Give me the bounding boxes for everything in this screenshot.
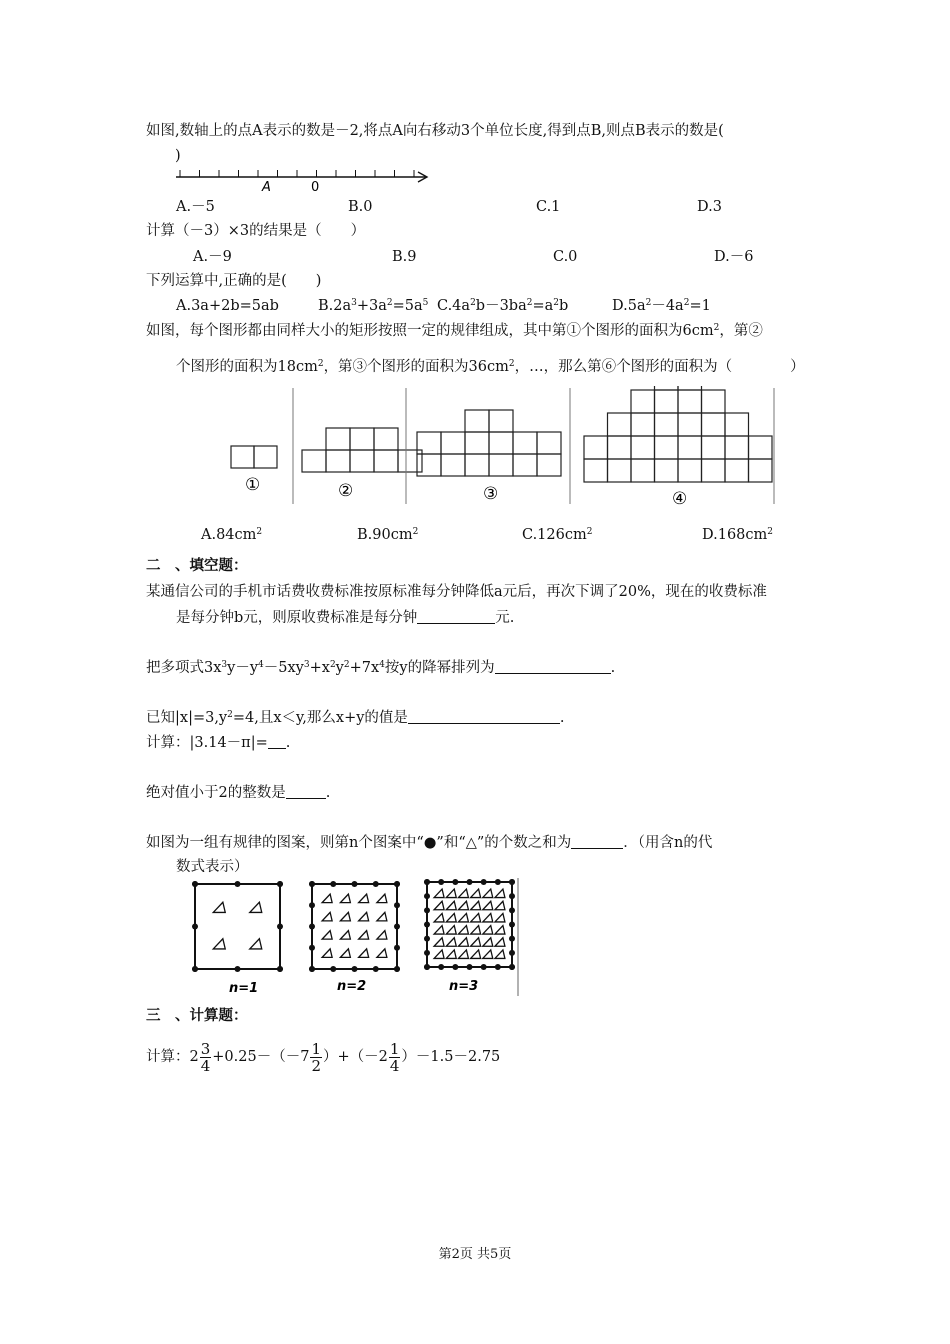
pattern-4-cell [725, 459, 749, 482]
triangle-icon [458, 889, 468, 898]
q1-option-b: B.0 [348, 199, 373, 215]
pattern-4-cell [678, 386, 702, 390]
q4-option-d: $D.168cm^2$ [702, 527, 773, 543]
dot-icon [394, 881, 400, 887]
section-2-title: 二 、填空题： [146, 558, 248, 574]
triangle-icon [213, 939, 225, 949]
figure-label-4: ④ [672, 489, 688, 508]
pattern-3-cell [465, 454, 489, 476]
question-2-text: 计算（－3）×3的结果是（ ） [146, 223, 366, 239]
dot-icon [277, 881, 283, 887]
q4-option-a: $A.84cm^2$ [201, 527, 263, 543]
fill-6-line-1: 如图为一组有规律的图案，则第n个图案中“●”和“△”的个数之和为 ．（用含n的代 [146, 835, 713, 851]
dot-icon [452, 964, 458, 970]
fill-6-line-2: 数式表示） [176, 859, 249, 875]
dot-icon [481, 879, 487, 885]
dot-icon [192, 924, 198, 930]
pattern-4-cell [655, 436, 679, 459]
triangle-icon [483, 901, 493, 910]
triangle-icon [495, 950, 505, 959]
triangle-icon [446, 950, 456, 959]
triangle-icon [434, 938, 444, 947]
triangle-icon [434, 913, 444, 922]
fill-4-blank[interactable] [268, 734, 286, 749]
dot-icon [509, 879, 515, 885]
figure-label-1: ① [245, 475, 261, 495]
dot-icon [424, 950, 430, 956]
triangle-icon [458, 938, 468, 947]
pattern-3-cell [513, 432, 537, 454]
triangle-icon [471, 938, 481, 947]
triangle-icon [434, 901, 444, 910]
dot-icon [192, 881, 198, 887]
triangle-icon [434, 950, 444, 959]
pattern-4-cell [584, 436, 608, 459]
fill-1-line-1: 某通信公司的手机市话费收费标准按原标准每分钟降低a元后，再次下调了20%，现在的收费标准 [146, 584, 767, 600]
figure-label-2: ② [338, 481, 354, 501]
dot-icon [481, 964, 487, 970]
number-line-figure [170, 160, 435, 195]
pattern-1-cell [231, 446, 254, 468]
dot-icon [394, 924, 400, 930]
fill-6-blank[interactable] [571, 834, 623, 849]
dot-icon [509, 936, 515, 942]
pattern-4-cell [608, 459, 632, 482]
pattern-3-cell [441, 432, 465, 454]
triangle-icon [495, 926, 505, 935]
dot-icon [330, 966, 336, 972]
pattern-4-cell [725, 413, 749, 436]
pattern-4-cell [725, 436, 749, 459]
q3-option-a: A.3a+2b=5ab [176, 298, 279, 314]
pattern-4-cell [655, 390, 679, 413]
triangle-icon [471, 950, 481, 959]
dot-icon [373, 966, 379, 972]
fraction-one-half: $\frac{1}{2}$ [311, 1039, 321, 1075]
pattern-4-cell [608, 413, 632, 436]
triangle-icon [322, 931, 332, 940]
triangle-icon [359, 949, 369, 958]
pattern-label-2: n=2 [337, 979, 367, 994]
dot-icon [352, 966, 358, 972]
fill-1-line-2: 是每分钟b元，则原收费标准是每分钟 元. [176, 610, 515, 626]
triangle-icon [340, 931, 350, 940]
triangle-icon [340, 949, 350, 958]
pattern-4-cell [655, 386, 679, 390]
triangle-icon [434, 926, 444, 935]
triangle-icon [471, 913, 481, 922]
triangle-icon [359, 912, 369, 921]
dot-icon [424, 879, 430, 885]
rectangle-pattern-cells [231, 386, 772, 482]
q2-option-b: B.9 [392, 249, 417, 265]
dot-icon [509, 950, 515, 956]
dot-icon [235, 966, 241, 972]
pattern-1-cell [254, 446, 277, 468]
pattern-4-cell [631, 459, 655, 482]
triangle-icon [471, 926, 481, 935]
page-footer: 第2页 共5页 [438, 1247, 512, 1262]
triangle-icon [250, 939, 262, 949]
triangle-icon [446, 901, 456, 910]
triangle-icon [483, 926, 493, 935]
dot-triangle-pattern-figure [185, 874, 525, 998]
dot-icon [309, 881, 315, 887]
question-4-line-1: 如图，每个图形都由同样大小的矩形按照一定的规律组成，其中第①个图形的面积为$6cm^2$，第② [146, 323, 763, 339]
triangle-icon [322, 949, 332, 958]
pattern-1-square [195, 884, 280, 969]
dot-icon [509, 922, 515, 928]
triangle-icon [359, 931, 369, 940]
fraction-one-quarter: $\frac{1}{4}$ [389, 1039, 400, 1075]
pattern-label-1: n=1 [229, 981, 259, 996]
dot-icon [373, 881, 379, 887]
pattern-4-cell [631, 390, 655, 413]
pattern-3-cell [417, 454, 441, 476]
triangle-icon [446, 913, 456, 922]
fill-2-blank[interactable] [495, 659, 611, 674]
fill-1-blank[interactable] [417, 609, 495, 624]
pattern-2-cell [374, 428, 398, 450]
pattern-4-cell [655, 459, 679, 482]
dot-icon [352, 881, 358, 887]
triangle-icon [458, 913, 468, 922]
q2-option-c: C.0 [553, 249, 578, 265]
fill-3-text: 已知$|x|=3,y^2=4$,且x＜y,那么x+y的值是 . [146, 710, 565, 726]
dot-icon [235, 881, 241, 887]
pattern-3-cell [537, 432, 561, 454]
dot-icon [394, 902, 400, 908]
triangle-icon [483, 938, 493, 947]
dot-icon [509, 893, 515, 899]
triangle-icon [446, 889, 456, 898]
pattern-2-cell [326, 428, 350, 450]
pattern-3-cell [513, 454, 537, 476]
dot-icon [467, 964, 473, 970]
dot-icon [438, 879, 444, 885]
q1-option-c: C.1 [536, 199, 561, 215]
triangle-icon [377, 931, 387, 940]
point-a-label: A [262, 180, 271, 195]
q4-option-b: $B.90cm^2$ [357, 527, 419, 543]
section-3-title: 三 、计算题： [146, 1008, 248, 1024]
pattern-3-cell [489, 454, 513, 476]
triangle-icon [377, 912, 387, 921]
pattern-2-cell [374, 450, 398, 472]
fill-2-text: 把多项式$3x^3y-y^4-5xy^3+x^2y^2+7x^4$按y的降幂排列为 . [146, 660, 616, 676]
pattern-2-cell [326, 450, 350, 472]
triangle-icon [458, 926, 468, 935]
dot-icon [424, 907, 430, 913]
triangle-icon [359, 894, 369, 903]
triangle-icon [322, 912, 332, 921]
dot-icon [309, 924, 315, 930]
question-1-text: 如图,数轴上的点A表示的数是－2,将点A向右移动3个单位长度,得到点B,则点B表示的数是( [146, 123, 724, 139]
pattern-4-cell [749, 459, 773, 482]
triangle-icon [340, 894, 350, 903]
pattern-4-cell [702, 436, 726, 459]
dot-icon [277, 966, 283, 972]
pattern-label-3: n=3 [449, 979, 479, 994]
pattern-3-cell [537, 454, 561, 476]
triangle-icon [495, 938, 505, 947]
triangle-icon [340, 912, 350, 921]
dot-icon [424, 936, 430, 942]
dot-icon [495, 964, 501, 970]
figure-label-3: ③ [483, 484, 499, 504]
dot-icon [424, 893, 430, 899]
triangle-icon [377, 949, 387, 958]
pattern-3-cell [417, 432, 441, 454]
triangle-icon [483, 889, 493, 898]
dot-icon [192, 966, 198, 972]
dot-icon [509, 964, 515, 970]
q3-option-d: $D.5a^2-4a^2=1$ [612, 298, 711, 314]
pattern-2-cell [350, 450, 374, 472]
dot-icon [467, 879, 473, 885]
triangle-icon [434, 889, 444, 898]
dot-icon [495, 879, 501, 885]
fill-5-text: 绝对值小于2的整数是 . [146, 785, 331, 801]
triangle-icon [213, 902, 225, 912]
pattern-4-cell [702, 459, 726, 482]
pattern-2-cell [302, 450, 326, 472]
q4-option-c: $C.126cm^2$ [522, 527, 593, 543]
question-4-line-2: 个图形的面积为$18cm^2$，第③个图形的面积为$36cm^2$，…，那么第⑥个图形的面积为（ ） [176, 359, 805, 375]
pattern-2-square [312, 884, 397, 969]
triangle-icon [483, 950, 493, 959]
fill-5-blank[interactable] [286, 784, 326, 799]
dot-icon [424, 964, 430, 970]
dot-icon [309, 966, 315, 972]
triangle-icon [483, 913, 493, 922]
number-line-ticks [180, 170, 414, 177]
dot-icon [309, 902, 315, 908]
calc-1-expression: 计算：2 $\frac{3}{4}$ +0.25－（－7 $\frac{1}{2}$ ）+（－2 $\frac{1}{4}$ ）－1.5－2.75 [146, 1039, 501, 1075]
fraction-three-quarters: $\frac{3}{4}$ [200, 1039, 211, 1075]
pattern-2-cell [350, 428, 374, 450]
pattern-3-cell [465, 410, 489, 432]
dot-icon [424, 922, 430, 928]
pattern-2-cell [398, 450, 422, 472]
pattern-3-cell [441, 454, 465, 476]
rectangle-pattern-figure [225, 386, 777, 508]
dot-icon [277, 924, 283, 930]
q2-option-d: D.－6 [714, 249, 754, 265]
dot-icon [330, 881, 336, 887]
dot-icon [309, 945, 315, 951]
dot-icon [509, 907, 515, 913]
q1-option-a: A.－5 [176, 199, 215, 215]
dot-triangle-pattern-shapes [192, 879, 515, 972]
triangle-icon [471, 889, 481, 898]
pattern-4-cell [678, 390, 702, 413]
dot-icon [452, 879, 458, 885]
triangle-icon [495, 901, 505, 910]
fill-4-text: 计算：|3.14－π|= . [146, 735, 291, 751]
triangle-icon [458, 901, 468, 910]
pattern-4-cell [678, 413, 702, 436]
triangle-icon [377, 894, 387, 903]
q1-option-d: D.3 [697, 199, 722, 215]
pattern-4-cell [749, 436, 773, 459]
dot-icon [394, 966, 400, 972]
question-3-text: 下列运算中,正确的是( ) [146, 273, 322, 289]
triangle-icon [250, 902, 262, 912]
pattern-4-cell [608, 436, 632, 459]
pattern-4-cell [702, 413, 726, 436]
question-1-text-cont: ) [175, 148, 181, 164]
dot-icon [438, 964, 444, 970]
pattern-3-cell [489, 410, 513, 432]
fill-3-blank[interactable] [408, 709, 560, 724]
pattern-3-cell [465, 432, 489, 454]
pattern-4-cell [655, 413, 679, 436]
triangle-icon [446, 926, 456, 935]
triangle-icon [458, 950, 468, 959]
pattern-4-cell [631, 413, 655, 436]
triangle-icon [322, 894, 332, 903]
triangle-icon [471, 901, 481, 910]
q3-option-c: $C.4a^2b-3ba^2=a^2b$ [437, 298, 569, 314]
pattern-4-cell [631, 436, 655, 459]
pattern-4-cell [678, 436, 702, 459]
q2-option-a: A.－9 [193, 249, 232, 265]
zero-label: 0 [311, 180, 320, 195]
pattern-4-cell [584, 459, 608, 482]
dot-icon [394, 945, 400, 951]
pattern-3-cell [489, 432, 513, 454]
q3-option-b: $B.2a^3+3a^2=5a^5$ [318, 298, 429, 314]
pattern-4-cell [678, 459, 702, 482]
triangle-icon [495, 913, 505, 922]
triangle-icon [495, 889, 505, 898]
triangle-icon [446, 938, 456, 947]
pattern-4-cell [702, 390, 726, 413]
